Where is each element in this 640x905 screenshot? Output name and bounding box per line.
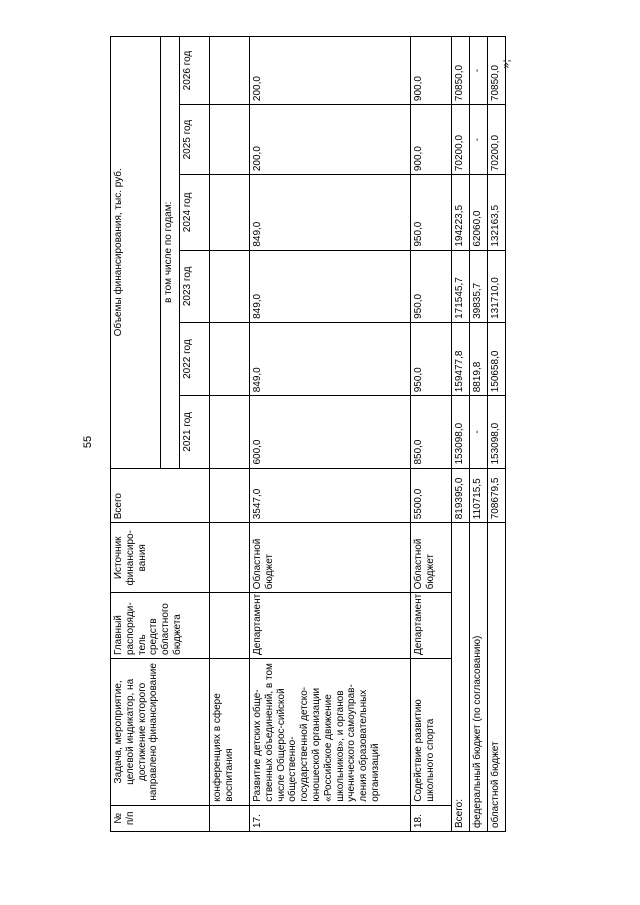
row-task: Содействие развитию школьного спорта: [411, 659, 451, 806]
row-value-2025: [209, 105, 249, 175]
summary-value-2025: 70200,0: [451, 105, 469, 175]
summary-value-2023: 39835,7: [469, 250, 487, 322]
row-task: Развитие детских обще-ственных объединений, в том числе Общерос-сийской общественно-государственной детско-юношеской организации «Российское движение школьников», и органов ученического самоуправ-ления образовательных организаций: [250, 659, 411, 806]
row-source: Областной бюджет: [250, 523, 411, 593]
row-value-2021: [209, 396, 249, 468]
page-number: [82, 436, 94, 448]
summary-value-2021: 153098,0: [451, 396, 469, 468]
summary-row-federal: [469, 37, 487, 832]
summary-label: федеральный бюджет (по согласованию): [469, 523, 487, 832]
row-value-2021: 600,0: [250, 396, 411, 468]
summary-value-2022: 8819,8: [469, 322, 487, 395]
summary-value-2022: 150658,0: [487, 322, 505, 395]
row-value-2026: 200,0: [250, 37, 411, 105]
summary-value-2024: 132163,5: [487, 175, 505, 251]
header-year-2024: 2024 год: [179, 175, 209, 251]
table-row: [209, 37, 249, 832]
header-row: [111, 37, 161, 832]
summary-value-2026: -: [469, 37, 487, 105]
row-no: 18.: [411, 805, 451, 831]
row-value-2021: 850,0: [411, 396, 451, 468]
header-year-2025: 2025 год: [179, 105, 209, 175]
header-source: Источник финансиро-вания: [111, 523, 210, 593]
header-year-2022: 2022 год: [179, 322, 209, 395]
summary-value-2022: 159477,8: [451, 322, 469, 395]
table-row: [411, 37, 451, 832]
closing-quote-mark: [500, 50, 528, 80]
row-no: [209, 805, 249, 831]
row-manager: Департамент: [250, 593, 411, 659]
row-value-2026: 900,0: [411, 37, 451, 105]
summary-value-2021: 153098,0: [487, 396, 505, 468]
row-value-2026: [209, 37, 249, 105]
header-total: Всего: [111, 468, 210, 523]
row-value-2025: 900,0: [411, 105, 451, 175]
row-source: [209, 523, 249, 593]
row-value-2024: [209, 175, 249, 251]
summary-label: областной бюджет: [487, 523, 505, 832]
header-task: Задача, мероприятие, целевой индикатор, на достижение которого направлено финансирование: [111, 659, 210, 806]
header-manager: Главный распоряди-тель средств областного бюджета: [111, 593, 210, 659]
summary-value-2023: 171545,7: [451, 250, 469, 322]
row-value-2022: 849,0: [250, 322, 411, 395]
row-value-2022: [209, 322, 249, 395]
funding-table-rotated: [110, 36, 506, 832]
closing-quote-text: »;: [500, 59, 513, 69]
row-task: конференциях в сфере воспитания: [209, 659, 249, 806]
summary-row-regional: [487, 37, 505, 832]
table-row: [250, 37, 411, 832]
summary-total: 819395,0: [451, 468, 469, 523]
summary-total: 708679,5: [487, 468, 505, 523]
summary-label: Всего:: [451, 523, 469, 832]
summary-value-2025: 70200,0: [487, 105, 505, 175]
summary-value-2021: -: [469, 396, 487, 468]
summary-value-2025: -: [469, 105, 487, 175]
summary-value-2026: 70850,0: [451, 37, 469, 105]
row-source: Областной бюджет: [411, 523, 451, 593]
header-by-years: в том числе по годам:: [161, 37, 179, 469]
row-total: [209, 468, 249, 523]
header-year-2026: 2026 год: [179, 37, 209, 105]
summary-value-2026: 70850,0: [487, 37, 505, 105]
header-year-2021: 2021 год: [179, 396, 209, 468]
header-funding-title: Объемы финансирования, тыс. руб.: [111, 37, 161, 469]
header-no: № п/п: [111, 805, 210, 831]
row-value-2024: 849,0: [250, 175, 411, 251]
row-value-2023: 950,0: [411, 250, 451, 322]
row-manager: Департамент: [411, 593, 451, 659]
row-value-2023: 849,0: [250, 250, 411, 322]
page-number-text: 55: [82, 435, 95, 449]
header-year-2023: 2023 год: [179, 250, 209, 322]
row-value-2023: [209, 250, 249, 322]
row-value-2022: 950,0: [411, 322, 451, 395]
row-no: 17.: [250, 805, 411, 831]
row-total: 5500,0: [411, 468, 451, 523]
summary-value-2023: 131710,0: [487, 250, 505, 322]
row-value-2024: 950,0: [411, 175, 451, 251]
summary-total: 110715,5: [469, 468, 487, 523]
row-total: 3547,0: [250, 468, 411, 523]
funding-table: [110, 36, 506, 832]
row-manager: [209, 593, 249, 659]
summary-row-total: [451, 37, 469, 832]
summary-value-2024: 62060,0: [469, 175, 487, 251]
row-value-2025: 200,0: [250, 105, 411, 175]
summary-value-2024: 194223,5: [451, 175, 469, 251]
